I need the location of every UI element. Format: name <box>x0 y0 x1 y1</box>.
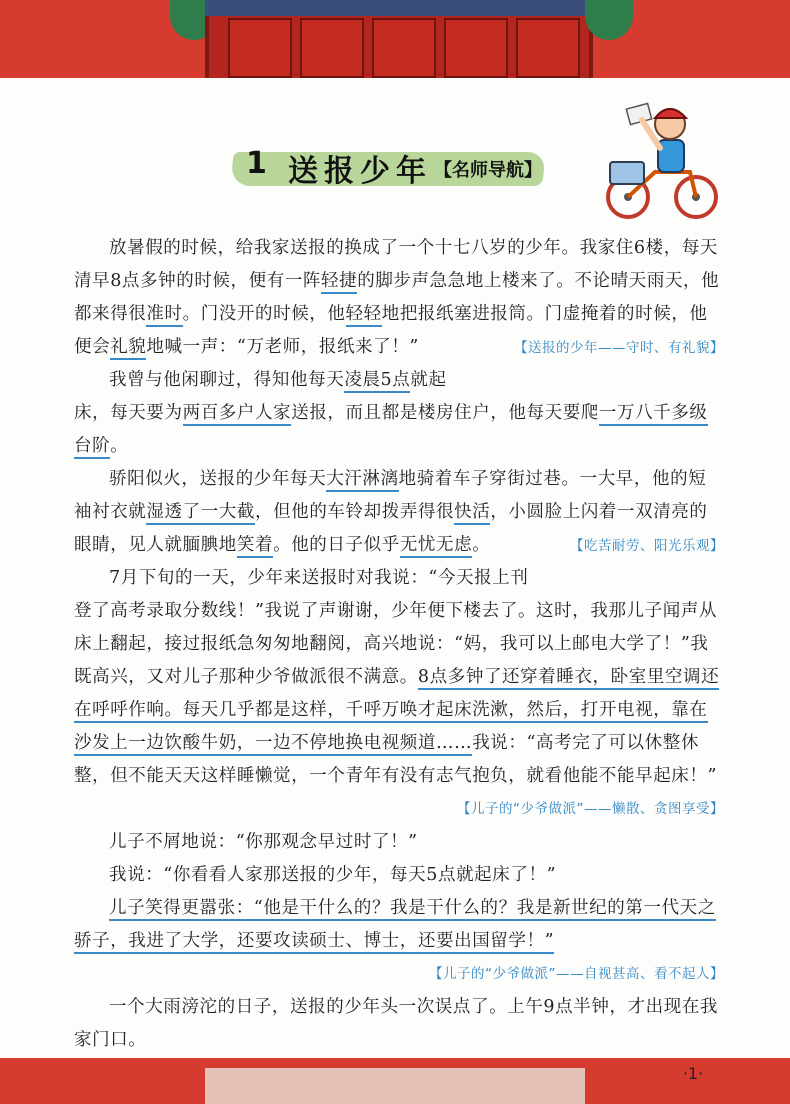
underlined-phrase: 笑着 <box>237 535 273 558</box>
chapter-title <box>232 146 544 189</box>
pine-tree-decoration <box>585 0 633 40</box>
text-segment: 儿子不屑地说：“你那观念早过时了！” <box>109 832 418 852</box>
text-segment: 地喊一声：“万老师，报纸来了！” <box>146 337 419 357</box>
chapter-title-text: 送报少年 <box>288 154 432 189</box>
gate-door-decoration <box>228 18 292 78</box>
text-segment: ，小圆脸上闪着一双清亮的眼睛，见人就腼腆地 <box>74 502 708 555</box>
underlined-phrase: 儿子笑得更嚣张：“他是干什么的？我是干什么的？我是新世纪的第一代天之骄子，我进了大学，还要攻读硕士、博士，还要出国留学！” <box>74 898 716 954</box>
temple-gate-illustration-faded <box>205 1068 585 1104</box>
text-segment: 的脚步声急急地上楼来了。不论晴天雨天，他都来得很 <box>74 271 720 324</box>
underlined-phrase: 轻捷 <box>321 271 357 294</box>
underlined-phrase: 快活 <box>454 502 490 525</box>
text-segment: 地骑着车子穿街过巷。一大早，他的短袖衬衣就 <box>74 469 707 522</box>
text-segment: 地把报纸塞进报筒。门虚掩着的时候，他便会 <box>74 304 708 357</box>
underlined-phrase: 礼貌 <box>110 337 146 360</box>
text-segment: 骄阳似火，送报的少年每天 <box>109 469 327 489</box>
underlined-phrase: 两百多户人家 <box>183 403 292 426</box>
underlined-phrase: 8点多钟了还穿着睡衣，卧室里空调还在呼呼作响。每天几乎都是这样，千呼万唤才起床洗漱，然后，打开电视，靠在沙发上一边饮酸牛奶，一边不停地换电视频道…… <box>74 667 719 756</box>
newspaper-boy-bicycle-illustration <box>600 92 720 222</box>
text-segment: 放暑假的时候，给我家送报的换成了一个十七八岁的少年。我家住6楼，每天清早8点多钟的时候，便有一阵 <box>74 238 719 291</box>
underlined-phrase: 一万八千多级台阶 <box>74 403 708 459</box>
underlined-phrase: 无忧无虑 <box>400 535 472 558</box>
gate-door-decoration <box>444 18 508 78</box>
chapter-number: 1 <box>246 146 267 181</box>
paragraph-p8 <box>74 991 724 1057</box>
paragraph-p2 <box>74 364 724 463</box>
gate-door-decoration <box>516 18 580 78</box>
paragraph-p7 <box>74 892 724 958</box>
paragraph-p6 <box>74 859 724 892</box>
text-segment: 一个大雨滂沱的日子，送报的少年头一次误点了。上午9点半钟，才出现在我家门口。 <box>74 997 719 1050</box>
paragraph-p1 <box>74 232 724 364</box>
gate-door-decoration <box>372 18 436 78</box>
temple-beam-decoration <box>205 0 593 16</box>
gate-door-decoration <box>300 18 364 78</box>
text-segment: 送报，而且都是楼房住户，他每天要爬 <box>291 403 599 423</box>
text-segment: 。 <box>110 436 129 456</box>
margin-annotation: 【儿子的“少爷做派”——自视甚高、看不起人】 <box>429 966 724 982</box>
text-segment: 我说：“你看看人家那送报的少年，每天5点就起床了！” <box>109 865 557 885</box>
paragraph-p3 <box>74 463 724 562</box>
chapter-guide-tag: 【名师导航】 <box>434 160 542 181</box>
paragraph-p4 <box>74 562 724 793</box>
underlined-phrase: 准时 <box>146 304 182 327</box>
text-segment: 7月下旬的一天，少年来送报时对我说：“今天报上刊登了高考录取分数线！”我说了声谢谢，少年便下楼去了。这时，我那儿子闻声从床上翻起，接过报纸急匆匆地翻阅，高兴地说：“妈，我可以上邮电大学了！”我既高兴，又对儿子那种少爷做派很不满意。 <box>74 568 718 687</box>
margin-annotation: 【送报的少年——守时、有礼貌】 <box>514 340 724 356</box>
margin-annotation: 【吃苦耐劳、阳光乐观】 <box>570 538 724 554</box>
page-number: ·1· <box>682 1064 704 1083</box>
text-segment: 。他的日子似乎 <box>273 535 400 555</box>
paragraph-p5 <box>74 826 724 859</box>
underlined-phrase: 轻轻 <box>346 304 382 327</box>
underlined-phrase: 湿透了一大截 <box>146 502 255 525</box>
text-segment: 我说：“高考完了可以休整休整，但不能天天这样睡懒觉，一个青年有没有志气抱负，就看他能不能早起床！” <box>74 733 718 786</box>
text-segment: 就起床，每天要为 <box>74 370 447 423</box>
underlined-phrase: 凌晨5点 <box>344 370 410 393</box>
text-segment: 。 <box>472 535 491 555</box>
text-segment: 我曾与他闲聊过，得知他每天 <box>109 370 345 390</box>
margin-annotation: 【儿子的“少爷做派”——懒散、贪图享受】 <box>457 801 724 817</box>
text-segment: ，但他的车铃却拨弄得很 <box>255 502 455 522</box>
article-body <box>74 232 724 1057</box>
underlined-phrase: 大汗淋漓 <box>326 469 398 492</box>
header-decoration-band <box>0 0 790 78</box>
text-segment: 。门没开的时候，他 <box>182 304 346 324</box>
